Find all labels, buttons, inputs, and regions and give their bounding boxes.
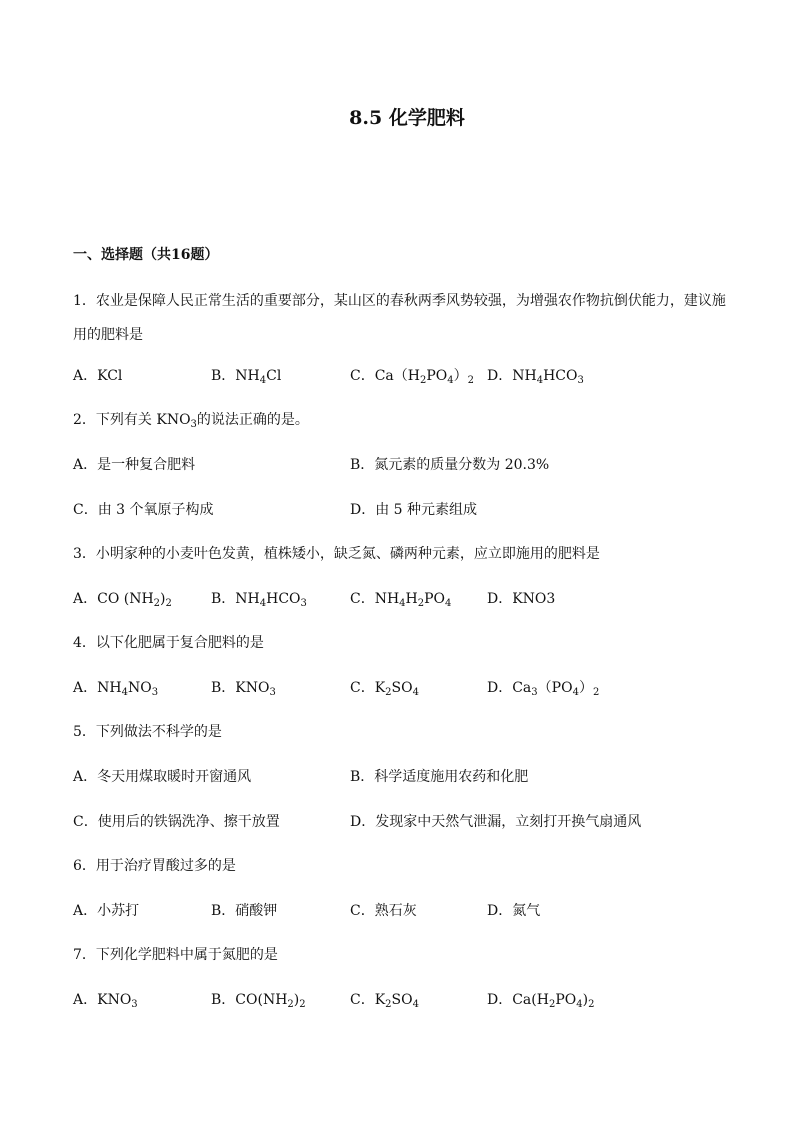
question-1-stem: 1．农业是保障人民正常生活的重要部分，某山区的春秋两季风势较强，为增强农作物抗倒伏能力，建议施用的肥料是 [73, 293, 726, 343]
question-2-option-c: C．由 3 个氧原子构成 [73, 502, 214, 518]
question-1-option-d: D．$NH_4HCO_3$ [487, 368, 584, 386]
document-title: 8.5 化学肥料 [349, 107, 465, 129]
question-2-stem: 2．下列有关 $KNO_3$的说法正确的是。 [73, 412, 309, 430]
question-2-option-d: D．由 5 种元素组成 [350, 502, 478, 518]
question-3-option-c: C．$NH_4H_2PO_4$ [350, 591, 452, 609]
question-7-option-a: A．$KNO_3$ [73, 992, 138, 1010]
question-5-option-a: A．冬天用煤取暖时开窗通风 [73, 769, 252, 785]
question-5-stem: 5．下列做法不科学的是 [73, 724, 222, 740]
question-4-option-b: B．$KNO_3$ [211, 680, 276, 698]
question-6-options [73, 899, 733, 923]
question-7-option-c: C．$K_2SO_4$ [350, 992, 419, 1010]
question-5-option-b: B．科学适度施用农药和化肥 [350, 769, 529, 785]
question-4-options [73, 676, 733, 700]
question-3-options [73, 587, 733, 611]
question-6-option-d: D．氮气 [487, 903, 541, 919]
question-5-option-d: D．发现家中天然气泄漏，立刻打开换气扇通风 [350, 814, 642, 830]
question-2-option-b: B．氮元素的质量分数为 20.3% [350, 457, 550, 473]
question-6-option-a: A．小苏打 [73, 903, 140, 919]
question-5-options-row2 [73, 810, 733, 834]
question-4-stem: 4．以下化肥属于复合肥料的是 [73, 635, 264, 651]
question-4-option-a: A．$NH_4NO_3$ [73, 680, 159, 698]
question-6-stem: 6．用于治疗胃酸过多的是 [73, 858, 236, 874]
question-2-option-a: A．是一种复合肥料 [73, 457, 196, 473]
question-3-option-b: B．$NH_4HCO_3$ [211, 591, 307, 609]
question-3-stem: 3．小明家种的小麦叶色发黄，植株矮小，缺乏氮、磷两种元素，应立即施用的肥料是 [73, 546, 600, 562]
question-6-option-c: C．熟石灰 [350, 903, 417, 919]
question-1-option-c: C．$Ca(H_2PO_4)_2$ [350, 368, 475, 386]
section-heading: 一、选择题（共16题） [73, 247, 219, 263]
question-2-options-row1 [73, 453, 733, 477]
question-3-option-d: D．KNO3 [487, 591, 556, 607]
question-1-options [73, 364, 733, 388]
question-3-option-a: A．CO $(NH_2)_2$ [73, 591, 172, 609]
question-7-option-d: D．$Ca(H_2PO_4)_2$ [487, 992, 595, 1010]
question-4-option-d: D．$Ca_3(PO_4)_2$ [487, 680, 600, 698]
question-7-stem: 7．下列化学肥料中属于氮肥的是 [73, 947, 278, 963]
question-7-option-b: B．$CO(NH_2)_2$ [211, 992, 306, 1010]
question-5-option-c: C．使用后的铁锅洗净、擦干放置 [73, 814, 280, 830]
question-1-option-b: B．$NH_4Cl$ [211, 368, 282, 386]
question-5-options-row1 [73, 765, 733, 789]
question-7-options [73, 988, 733, 1012]
question-1-option-a: A．KCl [73, 368, 123, 384]
question-6-option-b: B．硝酸钾 [211, 903, 278, 919]
question-4-option-c: C．$K_2SO_4$ [350, 680, 419, 698]
question-2-options-row2 [73, 498, 733, 522]
